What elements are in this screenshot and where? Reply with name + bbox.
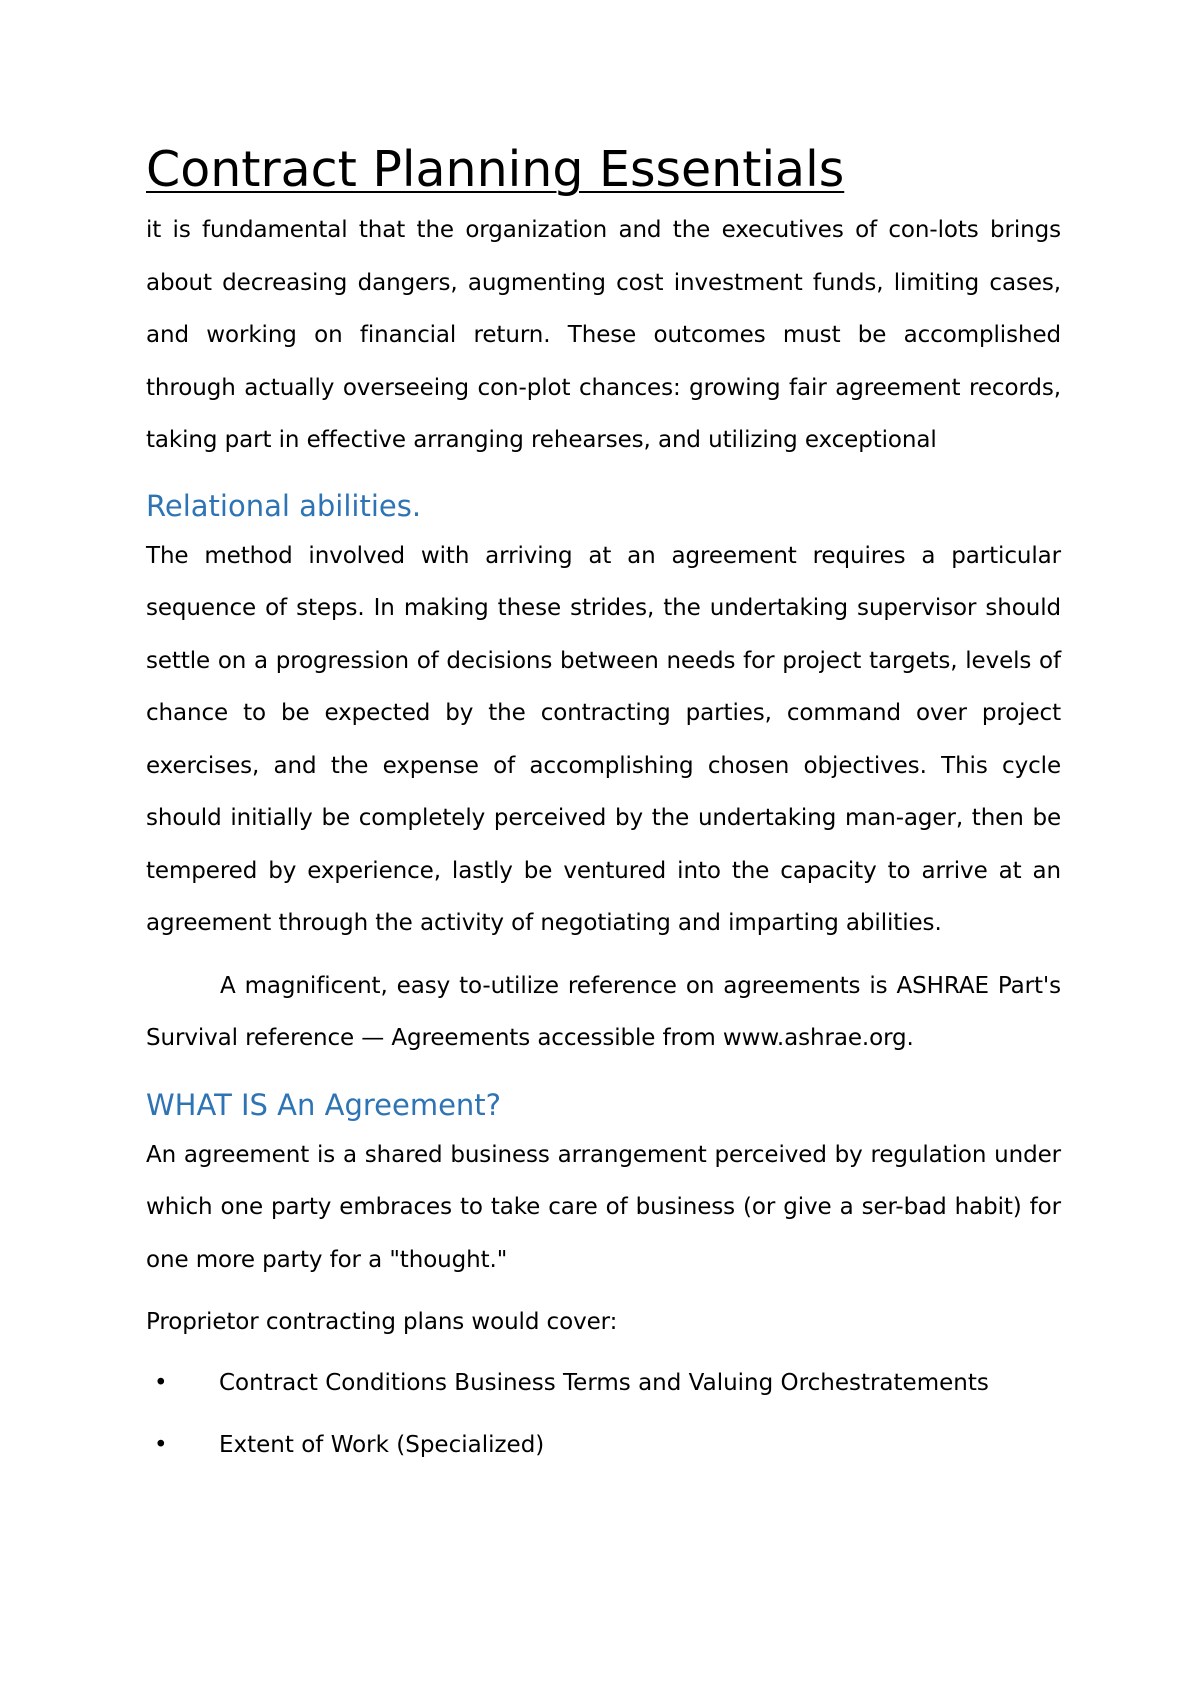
reference-paragraph: A magnificent, easy to-utilize reference on agreements is ASHRAE Part's Survival reference — Agreements accessible from www.ashrae.org.	[146, 972, 1061, 1051]
agreement-definition-paragraph: An agreement is a shared business arrangement perceived by regulation under which one party embraces to take care of business (or give a ser-bad habit) for one more party for a "thought."	[146, 1141, 1061, 1273]
document-title: Contract Planning Essentials	[146, 141, 845, 198]
bullet-icon: •	[154, 1369, 168, 1396]
document-page	[146, 138, 1061, 1462]
bullet-item	[146, 1428, 1061, 1462]
section-heading-relational-abilities: Relational abilities.	[146, 488, 422, 523]
bullet-text: Extent of Work (Specialized)	[219, 1431, 545, 1458]
relational-abilities-paragraph: The method involved with arriving at an agreement requires a particular sequence of steps. In making these strides, the undertaking supervisor should settle on a progression of decisions between needs for project targets, levels of chance to be expected by the contracting parties, command over project exercises, and the expense of accomplishing chosen objectives. This cycle should initially be completely perceived by the undertaking man-ager, then be tempered by experience, lastly be ventured into the capacity to arrive at an agreement through the activity of negotiating and imparting abilities.	[146, 542, 1061, 936]
bullet-icon: •	[154, 1431, 168, 1458]
bullet-item	[146, 1366, 1061, 1400]
intro-paragraph: it is fundamental that the organization and the executives of con-lots brings about decreasing dangers, augmenting cost investment funds, limiting cases, and working on financial return. These outcomes must be accomplished through actually overseeing con-plot chances: growing fair agreement records, taking part in effective arranging rehearses, and utilizing exceptional	[146, 217, 1061, 453]
proprietor-plans-paragraph: Proprietor contracting plans would cover:	[146, 1309, 618, 1335]
section-heading-what-is-agreement: WHAT IS An Agreement?	[146, 1087, 502, 1122]
contract-plan-bullet-list	[146, 1366, 1061, 1462]
bullet-text: Contract Conditions Business Terms and Valuing Orchestratements	[219, 1369, 989, 1396]
